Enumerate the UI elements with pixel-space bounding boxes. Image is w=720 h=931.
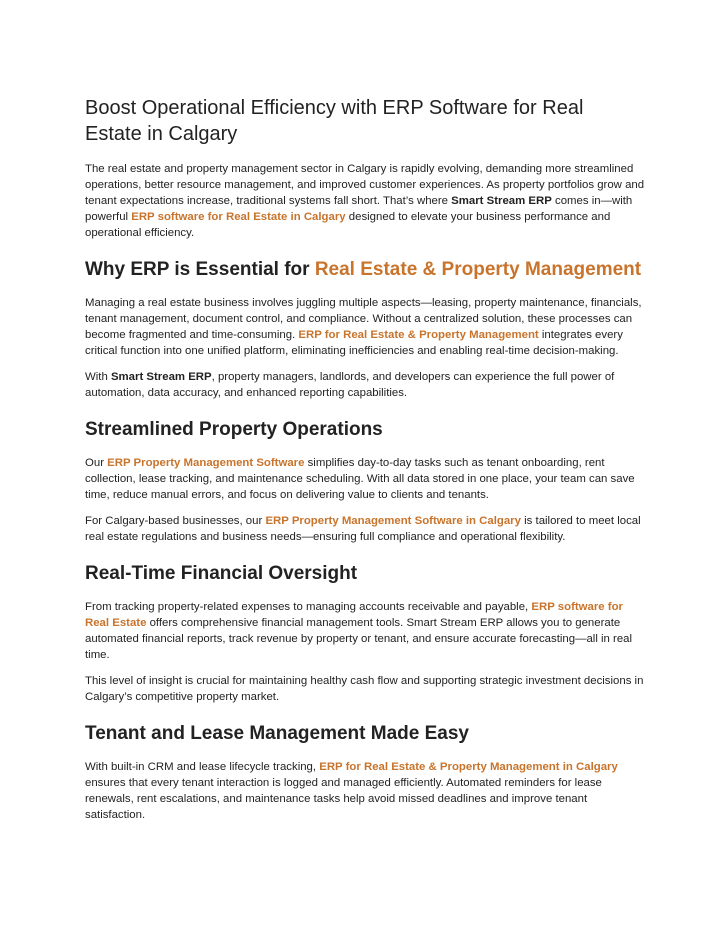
text: Managing a real estate business involves juggling multiple aspects—leasing, property maintenance, financials, tenant management, document control, and compliance. Without a centralized solution, these processes can become fragmented and time-consuming. [85, 297, 642, 341]
section-heading-streamlined-operations: Streamlined Property Operations [85, 419, 383, 440]
text: simplifies day-to-day tasks such as tenant onboarding, rent collection, lease tracking, and maintenance scheduling. With all data stored in one place, your team can save time, reduce manual errors, and focus on delivering value to clients and tenants. [85, 457, 635, 501]
text: is tailored to meet local real estate regulations and business needs—ensuring full compliance and operational flexibility. [85, 515, 641, 543]
link-erp-software-real-estate[interactable]: ERP software for Real Estate [85, 601, 623, 629]
section-heading-why-erp [85, 257, 645, 283]
link-erp-real-estate-property-management-calgary[interactable]: ERP for Real Estate & Property Management in Calgary [319, 761, 618, 773]
text: integrates every critical function into one unified platform, eliminating inefficiencies and enabling real-time decision-making. [85, 329, 623, 357]
text: With built-in CRM and lease lifecycle tracking, [85, 761, 320, 773]
link-erp-real-estate-property-management[interactable]: ERP for Real Estate & Property Management [298, 329, 539, 341]
intro-text-3: designed to elevate your business performance and operational efficiency. [85, 211, 611, 239]
brand-name: Smart Stream ERP [451, 195, 552, 207]
intro-text-1: The real estate and property management sector in Calgary is rapidly evolving, demanding more streamlined operations, better resource management, and improved customer experiences. As property portfolios grow and tenant expectations increase, traditional systems fall short. That’s where [85, 163, 645, 207]
operations-paragraph-1 [85, 455, 645, 503]
operations-paragraph-2 [85, 513, 645, 545]
link-erp-software-real-estate-calgary[interactable]: ERP software for Real Estate in Calgary [131, 211, 346, 223]
text: With [85, 371, 111, 383]
financial-paragraph-2: This level of insight is crucial for maintaining healthy cash flow and supporting strategic investment decisions in Calgary’s competitive property market. [85, 675, 644, 703]
text: From tracking property-related expenses to managing accounts receivable and payable, [85, 601, 532, 613]
text: Our [85, 457, 108, 469]
document-page [85, 95, 645, 833]
text: , property managers, landlords, and developers can experience the full power of automation, data accuracy, and enhanced reporting capabilities. [85, 371, 615, 399]
text: offers comprehensive financial management tools. Smart Stream ERP allows you to generate automated financial reports, track revenue by property or tenant, and ensure accurate forecasting—all in real time. [85, 617, 633, 661]
brand-name: Smart Stream ERP [110, 371, 212, 383]
intro-paragraph [85, 161, 645, 241]
financial-paragraph-1 [85, 599, 645, 663]
text: For Calgary-based businesses, our [85, 515, 266, 527]
link-erp-property-management-software[interactable]: ERP Property Management Software [107, 457, 305, 469]
section-heading-financial-oversight: Real-Time Financial Oversight [85, 563, 358, 584]
intro-text-2: comes in—with powerful [85, 195, 633, 223]
heading-accent: Real Estate & Property Management [314, 259, 642, 280]
why-erp-paragraph-1 [85, 295, 645, 359]
tenant-paragraph-1 [85, 759, 645, 823]
link-erp-property-management-software-calgary[interactable]: ERP Property Management Software in Calgary [265, 515, 521, 527]
why-erp-paragraph-2 [85, 369, 645, 401]
section-heading-tenant-lease: Tenant and Lease Management Made Easy [85, 723, 469, 744]
text: ensures that every tenant interaction is logged and managed efficiently. Automated reminders for lease renewals, rent escalations, and maintenance tasks help avoid missed deadlines and improve tenant satisfaction. [85, 777, 602, 821]
page-title: Boost Operational Efficiency with ERP Software for Real Estate in Calgary [85, 97, 584, 145]
heading-plain: Why ERP is Essential for [85, 259, 315, 280]
